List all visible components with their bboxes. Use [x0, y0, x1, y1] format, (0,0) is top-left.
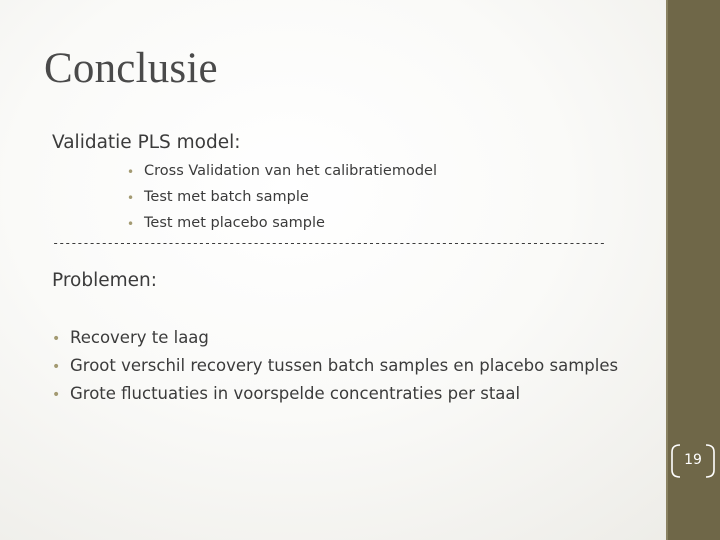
dashed-divider: ------------------------------------------------------------------------------------------- — [52, 236, 605, 250]
page-number-badge — [666, 444, 720, 478]
list-item-text: Groot verschil recovery tussen batch samples en placebo samples — [70, 356, 619, 375]
list-item-text: Test met placebo sample — [144, 215, 325, 231]
list-item-text: Cross Validation van het calibratiemodel — [144, 163, 437, 179]
bullet-dot-icon: • — [52, 359, 61, 375]
slide-title: Conclusie — [44, 45, 218, 92]
section-validatie-heading: Validatie PLS model: — [52, 132, 241, 153]
bullet-dot-icon: • — [127, 217, 135, 231]
bullet-dot-icon: • — [52, 331, 61, 347]
page-number: 19 — [684, 452, 702, 468]
list-item-text: Grote fluctuaties in voorspelde concentraties per staal — [70, 384, 521, 403]
bullet-dot-icon: • — [52, 387, 61, 403]
bullet-dot-icon: • — [127, 191, 135, 205]
list-item-text: Test met batch sample — [144, 189, 309, 205]
bullet-dot-icon: • — [127, 165, 135, 179]
list-item-text: Recovery te laag — [70, 328, 209, 347]
section-problemen-heading: Problemen: — [52, 270, 157, 291]
